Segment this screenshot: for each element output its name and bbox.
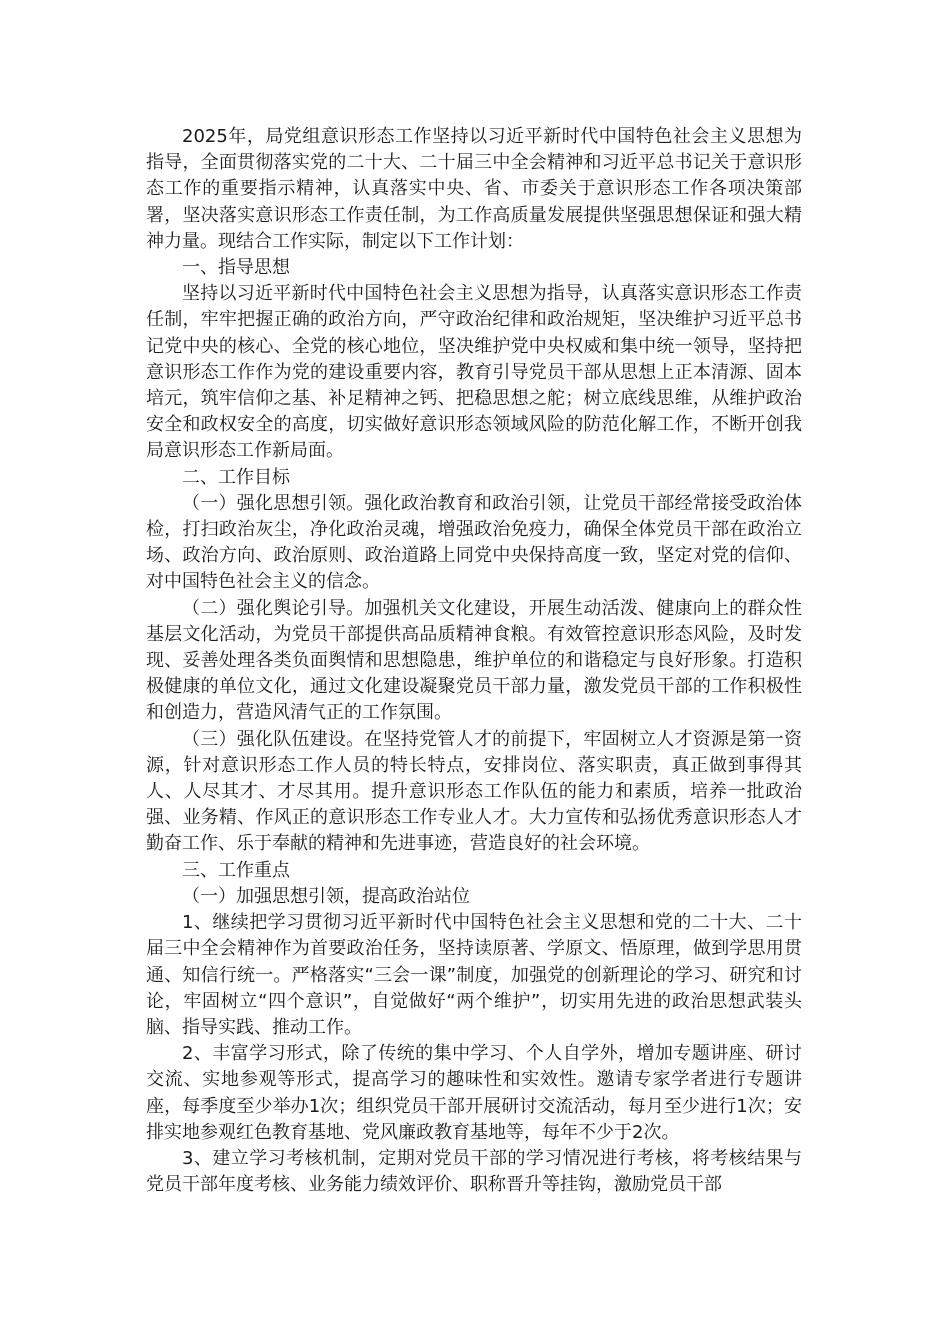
goal-paragraph-3: （三）强化队伍建设。在坚持党管人才的前提下，牢固树立人才资源是第一资源，针对意识形态工作人员的特长特点，安排岗位、落实职责，真正做到事得其人、人尽其才、才尽其用。提升意识形态工作队伍的能力和素质，培养一批政治强、业务精、作风正的意识形态工作专业人才。大力宣传和弘扬优秀意识形态人才勤奋工作、乐于奉献的精神和先进事迹，营造良好的社会环境。	[146, 728, 802, 855]
focus-paragraph-3: 3、建立学习考核机制，定期对党员干部的学习情况进行考核，将考核结果与党员干部年度考核、业务能力绩效评价、职称晋升等挂钩，激励党员干部	[146, 1147, 802, 1196]
subsection-heading-ideological-guidance: （一）加强思想引领，提高政治站位	[182, 885, 470, 907]
guiding-thought-paragraph: 坚持以习近平新时代中国特色社会主义思想为指导，认真落实意识形态工作责任制，牢牢把握正确的政治方向，严守政治纪律和政治规矩，坚决维护习近平总书记党中央的核心、全党的核心地位，坚决维护党中央权威和集中统一领导，坚持把意识形态工作作为党的建设重要内容，教育引导党员干部从思想上正本清源、固本培元，筑牢信仰之基、补足精神之钙、把稳思想之舵；树立底线思维，从维护政治安全和政权安全的高度，切实做好意识形态领域风险的防范化解工作，不断开创我局意识形态工作新局面。	[146, 283, 802, 462]
section-heading-work-goals: 二、工作目标	[182, 466, 290, 488]
goal-paragraph-2: （二）强化舆论引导。加强机关文化建设，开展生动活泼、健康向上的群众性基层文化活动，为党员干部提供高品质精神食粮。有效管控意识形态风险，及时发现、妥善处理各类负面舆情和思想隐患，维护单位的和谐稳定与良好形象。打造积极健康的单位文化，通过文化建设凝聚党员干部力量，激发党员干部的工作积极性和创造力，营造风清气正的工作氛围。	[146, 597, 802, 724]
focus-paragraph-1: 1、继续把学习贯彻习近平新时代中国特色社会主义思想和党的二十大、二十届三中全会精神作为首要政治任务，坚持读原著、学原文、悟原理，做到学思用贯通、知信行统一。严格落实“三会一课”制度，加强党的创新理论的学习、研究和讨论，牢固树立“四个意识”，自觉做好“两个维护”，切实用先进的政治思想武装头脑、指导实践、推动工作。	[146, 912, 802, 1038]
document-page	[146, 124, 802, 1198]
section-heading-work-focus: 三、工作重点	[182, 859, 290, 881]
goal-paragraph-1: （一）强化思想引领。强化政治教育和政治引领，让党员干部经常接受政治体检，打扫政治灰尘，净化政治灵魂，增强政治免疫力，确保全体党员干部在政治立场、政治方向、政治原则、政治道路上同党中央保持高度一致，坚定对党的信仰、对中国特色社会主义的信念。	[146, 492, 802, 593]
intro-paragraph: 2025年，局党组意识形态工作坚持以习近平新时代中国特色社会主义思想为指导，全面贯彻落实党的二十大、二十届三中全会精神和习近平总书记关于意识形态工作的重要指示精神，认真落实中央、省、市委关于意识形态工作各项决策部署，坚决落实意识形态工作责任制，为工作高质量发展提供坚强思想保证和强大精神力量。现结合工作实际，制定以下工作计划：	[146, 126, 802, 252]
section-heading-guiding-thought: 一、指导思想	[182, 257, 290, 279]
focus-paragraph-2: 2、丰富学习形式，除了传统的集中学习、个人自学外，增加专题讲座、研讨交流、实地参观等形式，提高学习的趣味性和实效性。邀请专家学者进行专题讲座，每季度至少举办1次；组织党员干部开展研讨交流活动，每月至少进行1次；安排实地参观红色教育基地、党风廉政教育基地等，每年不少于2次。	[146, 1043, 802, 1143]
